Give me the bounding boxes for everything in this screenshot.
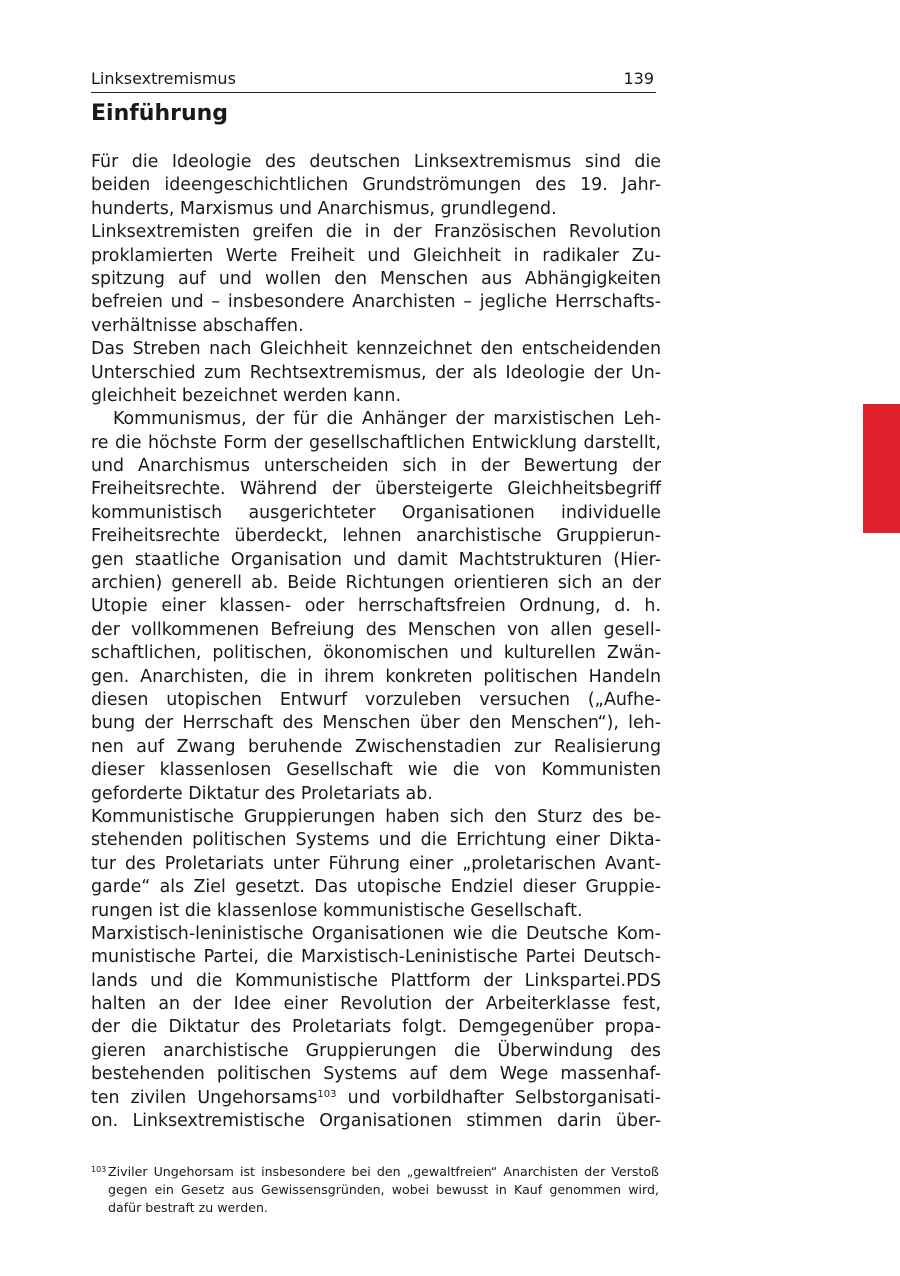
text-line: Freiheitsrechte überdeckt, lehnen anarchistische Gruppierun- <box>91 526 661 547</box>
running-header <box>91 68 656 93</box>
body-text <box>91 151 661 1133</box>
text-line: gleichheit bezeichnet werden kann. <box>91 385 401 406</box>
text-line: lands und die Kommunistische Plattform der Linkspartei.PDS <box>91 970 661 991</box>
text-line: tur des Proletariats unter Führung einer „proletarischen Avant- <box>91 853 661 874</box>
text-line: gen. Anarchisten, die in ihrem konkreten politischen Handeln <box>91 666 661 687</box>
text-line: gieren anarchistische Gruppierungen die Überwindung des <box>91 1040 661 1061</box>
text-segment: ten zivilen Ungehorsams <box>91 1087 318 1108</box>
footnote-number: 103 <box>91 1165 107 1174</box>
text-line: Kommunistische Gruppierungen haben sich den Sturz des be- <box>91 806 661 827</box>
footnote <box>91 1163 659 1217</box>
page-number: 139 <box>623 69 654 88</box>
text-line: halten an der Idee einer Revolution der Arbeiterklasse fest, <box>91 994 661 1015</box>
text-line: schaftlichen, politischen, ökonomischen und kulturellen Zwän- <box>91 643 661 664</box>
text-segment: und vorbildhafter Selbstorganisati- <box>336 1087 661 1108</box>
text-line: re die höchste Form der gesellschaftlichen Entwicklung darstellt, <box>91 432 661 453</box>
text-line: bung der Herrschaft des Menschen über den Menschen“), leh- <box>91 713 661 734</box>
text-line: garde“ als Ziel gesetzt. Das utopische Endziel dieser Gruppie- <box>91 877 661 898</box>
footnote-reference[interactable]: 103 <box>317 1088 337 1100</box>
text-line: und Anarchismus unterscheiden sich in der Bewertung der <box>91 456 661 477</box>
text-line: on. Linksextremistische Organisationen stimmen darin über- <box>91 1111 661 1132</box>
text-line: kommunistisch ausgerichteter Organisationen individuelle <box>91 502 661 523</box>
text-line: der vollkommenen Befreiung des Menschen von allen gesell- <box>91 619 661 640</box>
text-line: befreien und – insbesondere Anarchisten – jegliche Herrschafts- <box>91 292 661 313</box>
footnote-line: Ziviler Ungehorsam ist insbesondere bei den „gewaltfreien“ Anarchisten der Verstoß <box>108 1164 659 1179</box>
text-line: Marxistisch-leninistische Organisationen wie die Deutsche Kom- <box>91 923 661 944</box>
footnote-line: gegen ein Gesetz aus Gewissensgründen, wobei bewusst in Kauf genommen wird, <box>108 1182 659 1197</box>
running-header-section: Linksextremismus <box>91 69 236 88</box>
text-line: Kommunismus, der für die Anhänger der marxistischen Leh- <box>113 409 661 430</box>
text-line: Utopie einer klassen- oder herrschaftsfreien Ordnung, d. h. <box>91 596 661 617</box>
text-line: proklamierten Werte Freiheit und Gleichheit in radikaler Zu- <box>91 245 661 266</box>
text-line: rungen ist die klassenlose kommunistische Gesellschaft. <box>91 900 583 921</box>
text-line: gen staatliche Organisation und damit Machtstrukturen (Hier- <box>91 549 661 570</box>
text-line: verhältnisse abschaffen. <box>91 315 304 336</box>
text-line: dieser klassenlosen Gesellschaft wie die von Kommunisten <box>91 760 661 781</box>
text-line: geforderte Diktatur des Proletariats ab. <box>91 783 433 804</box>
text-line: hunderts, Marxismus und Anarchismus, grundlegend. <box>91 198 557 219</box>
text-line: diesen utopischen Entwurf vorzuleben versuchen („Aufhe- <box>91 689 661 710</box>
chapter-thumb-tab <box>863 404 900 533</box>
section-heading: Einführung <box>91 101 229 126</box>
text-line: der die Diktatur des Proletariats folgt. Demgegenüber propa- <box>91 1017 661 1038</box>
text-line-with-footnote-ref <box>91 1087 661 1110</box>
text-line: Das Streben nach Gleichheit kennzeichnet den entscheidenden <box>91 339 661 360</box>
text-line: spitzung auf und wollen den Menschen aus Abhängigkeiten <box>91 268 661 289</box>
text-line: archien) generell ab. Beide Richtungen orientieren sich an der <box>91 573 661 594</box>
text-line: stehenden politischen Systems und die Errichtung einer Dikta- <box>91 830 661 851</box>
text-line: bestehenden politischen Systems auf dem Wege massenhaf- <box>91 1064 661 1085</box>
text-line: Für die Ideologie des deutschen Linksextremismus sind die <box>91 152 661 172</box>
text-line: Unterschied zum Rechtsextremismus, der als Ideologie der Un- <box>91 362 661 383</box>
text-line: Linksextremisten greifen die in der Französischen Revolution <box>91 222 661 243</box>
text-line: nen auf Zwang beruhende Zwischenstadien zur Realisierung <box>91 736 661 757</box>
footnote-line: dafür bestraft zu werden. <box>108 1200 268 1215</box>
text-line: beiden ideengeschichtlichen Grundströmungen des 19. Jahr- <box>91 175 661 196</box>
text-line: Freiheitsrechte. Während der übersteigerte Gleichheitsbegriff <box>91 479 661 500</box>
text-line: munistische Partei, die Marxistisch-Leninistische Partei Deutsch- <box>91 947 661 968</box>
